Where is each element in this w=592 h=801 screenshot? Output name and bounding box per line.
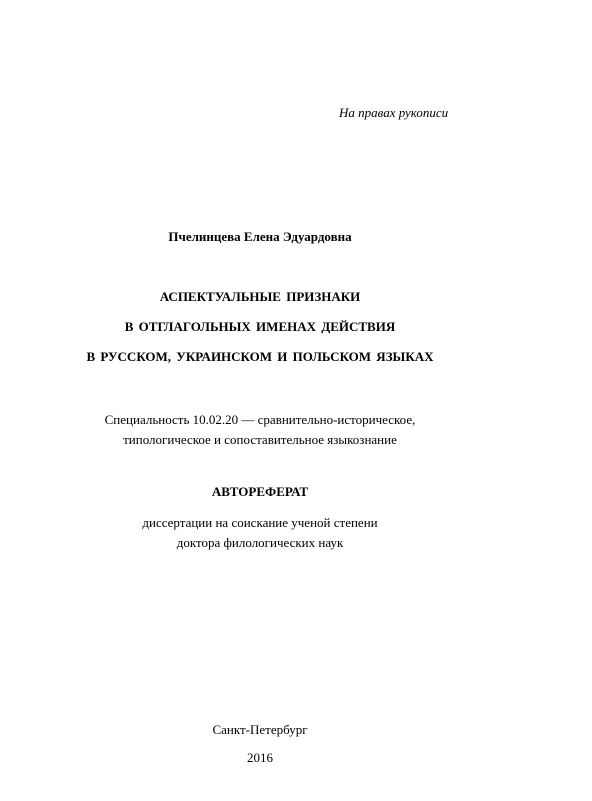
document-type-label: АВТОРЕФЕРАТ xyxy=(211,484,309,499)
degree-line-1: диссертации на соискание ученой степени xyxy=(142,515,378,530)
rights-note: На правах рукописи xyxy=(339,105,449,120)
degree-line-2: доктора филологических наук xyxy=(176,535,344,550)
title-line-2: В ОТГЛАГОЛЬНЫХ ИМЕНАХ ДЕЙСТВИЯ xyxy=(124,319,396,334)
specialty-line-2: типологическое и сопоставительное языкознание xyxy=(123,432,397,447)
specialty-line-1: Специальность 10.02.20 — сравнительно-историческое, xyxy=(104,412,416,427)
title-line-1: АСПЕКТУАЛЬНЫЕ ПРИЗНАКИ xyxy=(159,289,361,304)
title-line-3: В РУССКОМ, УКРАИНСКОМ И ПОЛЬСКОМ ЯЗЫКАХ xyxy=(86,349,434,364)
city: Санкт-Петербург xyxy=(212,722,308,737)
year: 2016 xyxy=(247,750,273,765)
author-name: Пчелинцева Елена Эдуардовна xyxy=(168,229,352,244)
